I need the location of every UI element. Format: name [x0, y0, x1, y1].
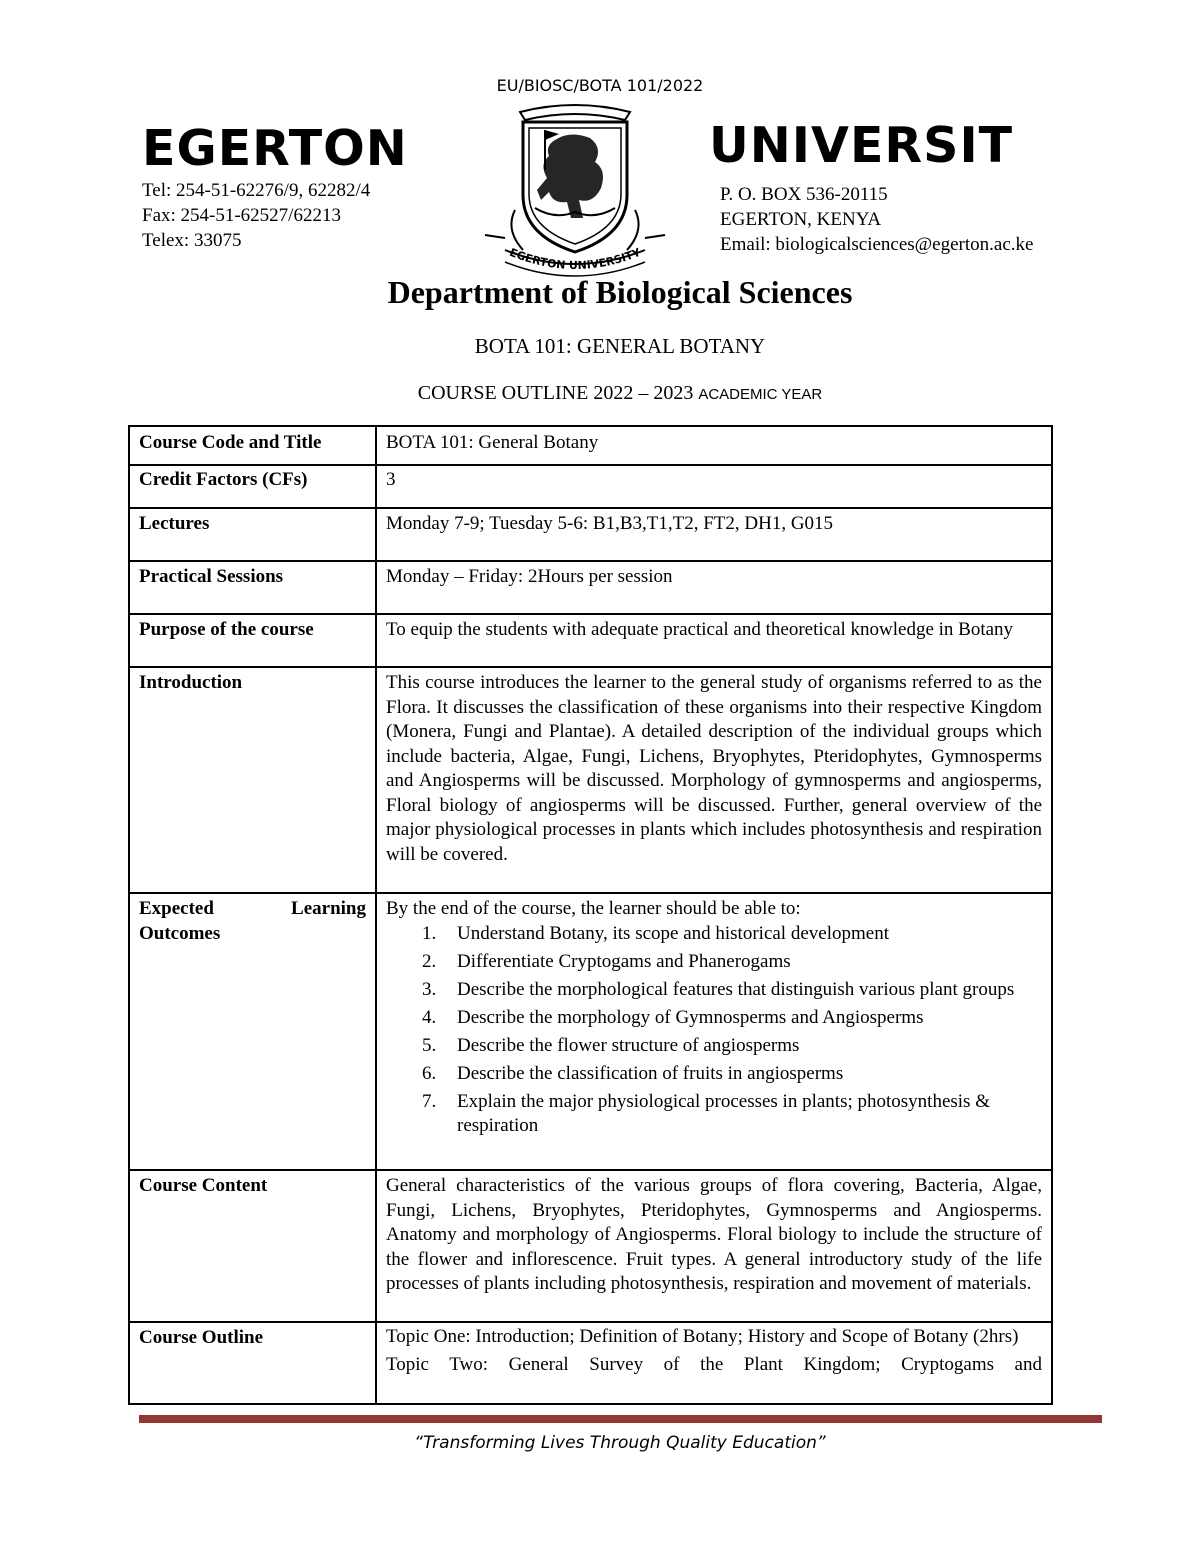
contact-right [720, 182, 1033, 257]
list-item: 4. Describe the morphology of Gymnosperms and Angiosperms [422, 1006, 924, 1028]
row-value: BOTA 101: General Botany [377, 425, 1053, 466]
row-value: General characteristics of the various groups of flora covering, Bacteria, Algae, Fungi, Lichens, Bryophytes, Pteridophytes, Gymnosperms and Angiosperms. Anatomy and morphology of Angiosperms. Floral biology to include the structure of the flower and inflorescence. Fruit types. A general introductory study of the life processes of plants including photosynthesis, respiration and movement of materials. [377, 1171, 1053, 1323]
course-title: BOTA 101: GENERAL BOTANY [474, 334, 766, 358]
outline-title-main: COURSE OUTLINE 2022 – 2023 [417, 382, 694, 404]
footer-motto: “Transforming Lives Through Quality Education” [414, 1433, 826, 1453]
table-row [128, 894, 1053, 1171]
outcomes-label-word-2: Learning [291, 898, 366, 919]
row-label: Practical Sessions [128, 562, 377, 615]
row-label: Course Outline [128, 1323, 377, 1405]
list-item: 5. Describe the flower structure of angiosperms [422, 1034, 800, 1056]
topic-two: Topic Two: General Survey of the Plant Kingdom; Cryptogams and [386, 1354, 1042, 1375]
city: EGERTON, KENYA [720, 209, 882, 230]
row-value: Monday 7-9; Tuesday 5-6: B1,B3,T1,T2, FT2, DH1, G015 [377, 509, 1053, 562]
table-row [128, 562, 1053, 615]
list-item: 1. Understand Botany, its scope and historical development [422, 922, 889, 944]
outcomes-label-word-3: Outcomes [139, 922, 221, 944]
email: Email: biologicalsciences@egerton.ac.ke [720, 234, 1034, 255]
table-row [128, 615, 1053, 668]
department-title: Department of Biological Sciences [387, 274, 853, 310]
table-row [128, 1323, 1053, 1405]
table-row [128, 425, 1053, 466]
table-row [128, 668, 1053, 894]
course-table [128, 425, 1053, 1405]
table-row [128, 466, 1053, 509]
postal-box: P. O. BOX 536-20115 [720, 184, 888, 205]
topic-one: Topic One: Introduction; Definition of Botany; History and Scope of Botany (2hrs) [386, 1326, 1019, 1347]
fax: Fax: 254-51-62527/62213 [142, 205, 341, 226]
outline-title [0, 382, 1200, 405]
row-label: Purpose of the course [128, 615, 377, 668]
outcomes-cell [377, 894, 1053, 1171]
svg-text:EGERTON UNIVERSITY: EGERTON UNIVERSITY [507, 245, 643, 273]
outline-title-suffix: ACADEMIC YEAR [698, 386, 823, 403]
row-label: Introduction [128, 668, 377, 894]
outcomes-list [386, 922, 1042, 1138]
row-value: Monday – Friday: 2Hours per session [377, 562, 1053, 615]
outcomes-label-word-1: Expected [139, 898, 214, 919]
footer-bar [139, 1415, 1102, 1423]
row-label: Course Code and Title [128, 425, 377, 466]
row-label: Course Content [128, 1171, 377, 1323]
contact-left [142, 178, 370, 253]
university-name-right: UNIVERSIT [709, 117, 1014, 174]
table-row [128, 1171, 1053, 1323]
telephone: Tel: 254-51-62276/9, 62282/4 [142, 180, 371, 201]
list-item: 7. Explain the major physiological processes in plants; photosynthesis & respiration [422, 1090, 990, 1136]
list-item: 6. Describe the classification of fruits in angiosperms [422, 1062, 844, 1084]
list-item: 2. Differentiate Cryptogams and Phanerogams [422, 950, 791, 972]
row-value: This course introduces the learner to the general study of organisms referred to as the Flora. It discusses the classification of these organisms into their respective Kingdom (Monera, Fungi and Plantae). A detailed description of the individual groups which include bacteria, Algae, Fungi, Lichens, Bryophytes, Pteridophytes, Gymnosperms and Angiosperms will be discussed. Morphology of gymnosperms and angiosperms, Floral biology of angiosperms will be discussed. Further, general overview of the major physiological processes in plants which includes photosynthesis and respiration will be covered. [377, 668, 1053, 894]
list-item: 3. Describe the morphological features that distinguish various plant groups [422, 978, 1015, 1000]
row-label [128, 894, 377, 1171]
row-label: Credit Factors (CFs) [128, 466, 377, 509]
row-value: To equip the students with adequate practical and theoretical knowledge in Botany [377, 615, 1053, 668]
document-reference: EU/BIOSC/BOTA 101/2022 [496, 76, 704, 95]
row-value: 3 [377, 466, 1053, 509]
university-name-left: EGERTON [142, 120, 408, 177]
outcomes-intro: By the end of the course, the learner should be able to: [386, 898, 801, 919]
row-label: Lectures [128, 509, 377, 562]
outline-cell [377, 1323, 1053, 1405]
telex: Telex: 33075 [142, 230, 242, 251]
table-row [128, 509, 1053, 562]
university-crest-icon [475, 100, 675, 278]
